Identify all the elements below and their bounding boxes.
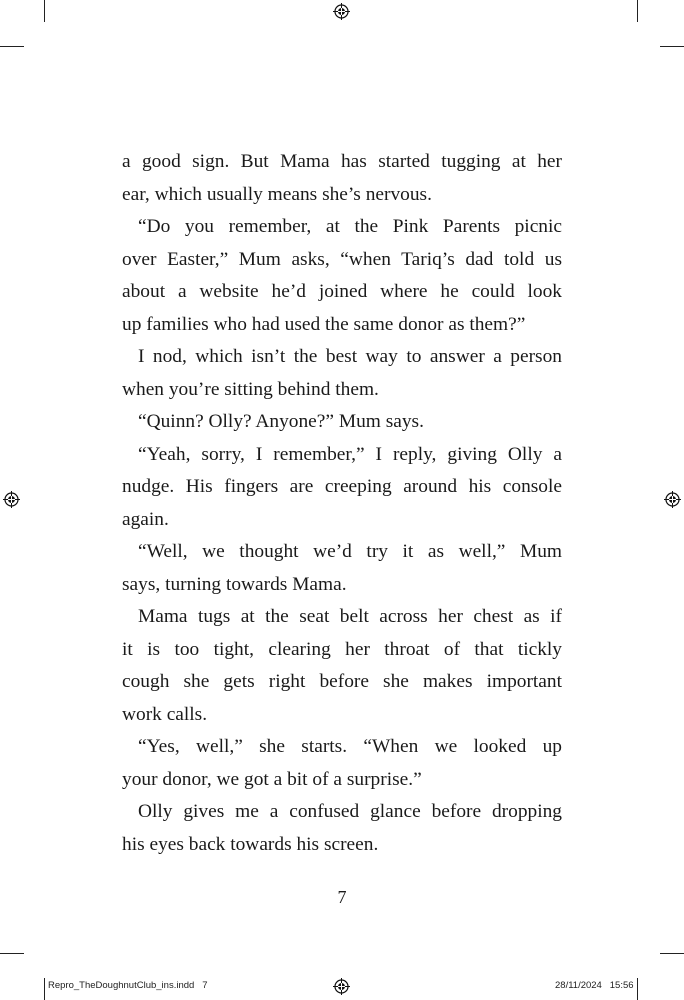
crop-mark-left-bottom (0, 953, 24, 954)
text-line: a good sign. But Mama has started tugging at her (122, 151, 562, 172)
slug-datetime: 28/11/2024 15:56 (555, 980, 634, 991)
text-line: up families who had used the same donor as them?” (122, 313, 526, 335)
crop-mark-top-left (44, 0, 45, 22)
text-line: work calls. (122, 703, 208, 725)
text-line: his eyes back towards his screen. (122, 833, 379, 855)
text-line: “Quinn? Olly? Anyone?” Mum says. (138, 411, 424, 432)
registration-mark-left-icon (3, 491, 20, 508)
text-line: your donor, we got a bit of a surprise.” (122, 768, 422, 790)
crop-mark-bottom-right (637, 978, 638, 1000)
text-line: Olly gives me a confused glance before dropping (138, 801, 562, 822)
crop-mark-top-right (637, 0, 638, 22)
text-line: when you’re sitting behind them. (122, 378, 379, 400)
text-line: nudge. His fingers are creeping around his console (122, 476, 562, 497)
text-line: about a website he’d joined where he could look (122, 281, 562, 302)
text-line: cough she gets right before she makes important (122, 671, 562, 692)
text-line: Mama tugs at the seat belt across her chest as if (138, 606, 562, 627)
text-line: again. (122, 508, 169, 530)
crop-mark-right-top (660, 46, 684, 47)
text-line: “Well, we thought we’d try it as well,” Mum (138, 541, 562, 562)
registration-mark-bottom-icon (333, 978, 350, 995)
text-line: “Yes, well,” she starts. “When we looked up (138, 736, 562, 757)
text-line: ear, which usually means she’s nervous. (122, 183, 432, 205)
text-line: I nod, which isn’t the best way to answer a person (138, 346, 562, 367)
text-line: it is too tight, clearing her throat of that tickly (122, 638, 562, 660)
text-line: “Yeah, sorry, I remember,” I reply, giving Olly a (138, 443, 562, 465)
slug-filename: Repro_TheDoughnutClub_ins.indd 7 (48, 980, 208, 991)
body-text (122, 146, 562, 861)
page-number: 7 (337, 887, 347, 907)
crop-mark-bottom-left (44, 978, 45, 1000)
text-line: “Do you remember, at the Pink Parents picnic (138, 216, 562, 237)
crop-mark-left-top (0, 46, 24, 47)
text-line: says, turning towards Mama. (122, 573, 347, 595)
registration-mark-right-icon (664, 491, 681, 508)
registration-mark-top-icon (333, 3, 350, 20)
crop-mark-right-bottom (660, 953, 684, 954)
text-line: over Easter,” Mum asks, “when Tariq’s dad told us (122, 248, 562, 270)
